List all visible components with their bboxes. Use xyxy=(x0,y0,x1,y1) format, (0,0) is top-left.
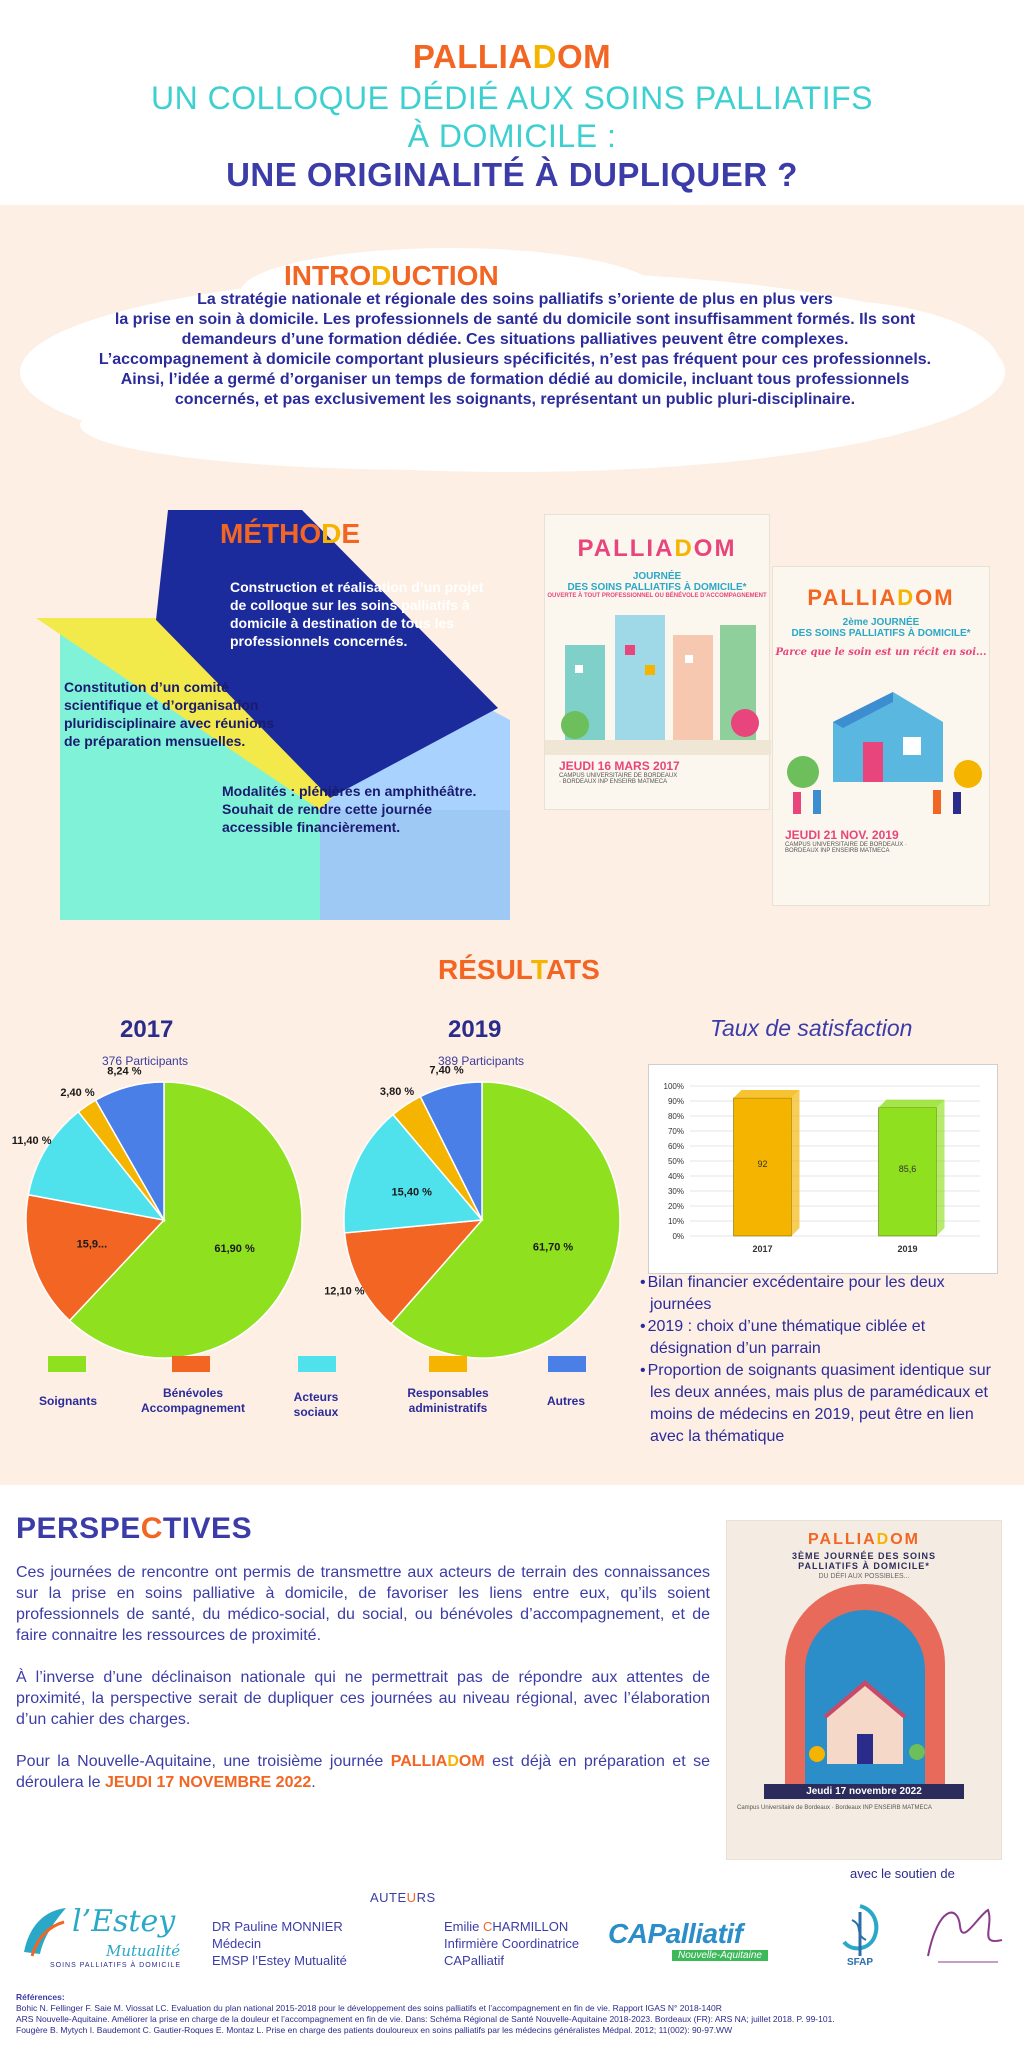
satisfaction-bar-chart xyxy=(648,1064,998,1274)
perspectives-brand: PALLIADOM xyxy=(390,1753,485,1770)
y-tick-label: 60% xyxy=(667,1142,684,1151)
references-heading: Références: xyxy=(16,1992,65,2002)
y-tick-label: 70% xyxy=(667,1127,684,1136)
author-2-org: CAPalliatif xyxy=(444,1953,504,1968)
pie-data-label: 15,9... xyxy=(76,1238,108,1251)
poster-2017-title: PALLIADOM xyxy=(577,535,737,562)
sfap-logo-name: SFAP xyxy=(846,1957,874,1968)
estey-logo-name: l’Estey xyxy=(72,1904,176,1939)
y-tick-label: 0% xyxy=(672,1232,684,1241)
poster-2017-sub2: DES SOINS PALLIATIFS À DOMICILE* xyxy=(567,582,747,593)
pie-legend xyxy=(0,1350,640,1430)
pie-data-label: 61,70 % xyxy=(532,1241,574,1254)
poster-2022-illustration xyxy=(727,1584,1003,1784)
y-tick-label: 50% xyxy=(667,1157,684,1166)
pie-data-label: 15,40 % xyxy=(391,1186,432,1199)
bar-data-label: 92 xyxy=(757,1159,768,1169)
bar-data-label: 85,6 xyxy=(898,1163,917,1174)
estey-logo-sub: Mutualité xyxy=(106,1942,181,1960)
poster-2019-date: JEUDI 21 NOV. 2019 xyxy=(785,828,899,842)
author-2-name: Emilie CHARMILLON xyxy=(444,1919,569,1934)
results-bullet: • 2019 : choix d’une thématique ciblée et désignation d’un parrain xyxy=(640,1316,1000,1360)
poster-2019-tagline: Parce que le soin est un récit en soi... xyxy=(775,647,987,658)
poster-2017-sub1: JOURNÉE xyxy=(632,571,682,582)
poster-question: UNE ORIGINALITÉ À DUPLIQUER ? xyxy=(226,156,798,193)
legend-swatch-autres xyxy=(548,1356,586,1372)
author-1-role: Médecin xyxy=(212,1936,262,1951)
pie-chart-2019 xyxy=(324,1064,634,1330)
results-bullets xyxy=(640,1272,1000,1448)
poster-2022-date: Jeudi 17 novembre 2022 xyxy=(764,1784,964,1799)
perspectives-paragraph: À l’inverse d’une déclinaison nationale qui ne permettrait pas de répondre aux attentes de proximité, la perspective serait de dupliquer ces journées au niveau régional, avec l’élaboration d’un cahier des charges. xyxy=(16,1669,710,1728)
author-2 xyxy=(444,1918,579,1969)
poster-2017-illustration xyxy=(545,605,771,755)
poster-subtitle-line1: UN COLLOQUE DÉDIÉ AUX SOINS PALLIATIFS xyxy=(151,80,873,116)
bar-side-2019 xyxy=(937,1100,945,1236)
perspectives-text xyxy=(16,1562,710,1814)
legend-swatch-soignants xyxy=(48,1356,86,1372)
palliaquitaine-logo xyxy=(918,1896,1008,1972)
legend-label-responsables: Responsables administratifs xyxy=(407,1386,489,1415)
poster-2017-place: CAMPUS UNIVERSITAIRE DE BORDEAUX · BORDEAUX INP ENSEIRB MATMECA xyxy=(559,773,678,785)
legend-swatch-responsables xyxy=(429,1356,467,1372)
reference-item: ARS Nouvelle-Aquitaine. Améliorer la prise en charge de la douleur et l’accompagnement en fin de vie. Dans: Schéma Régional de Santé Nouvelle-Aquitaine 2018-2023. Bordeaux (FR): ARS NA; juillet 2018. P. 99-101. xyxy=(16,2014,835,2024)
satisfaction-title: Taux de satisfaction xyxy=(710,1015,913,1041)
poster-2019-title: PALLIADOM xyxy=(807,585,955,610)
bar-top-2019 xyxy=(879,1100,945,1108)
perspectives-paragraph: Ces journées de rencontre ont permis de transmettre aux acteurs de terrain des connaissances sur la prise en soins palliative à domicile, de favoriser les liens entre eux, qu’ils soient professionnels de santé, du médico-social, du social, ou bénévoles d’accompagnement, et de faire connaitre les ressources de proximité. xyxy=(16,1564,710,1644)
poster-2022-thumbnail xyxy=(726,1520,1002,1860)
perspectives-paragraph: Pour la Nouvelle-Aquitaine, une troisième journée PALLIADOM est déjà en préparation et se déroulera le JEUDI 17 NOVEMBRE 2022. xyxy=(16,1753,711,1791)
method-step-committee: Constitution d’un comité scientifique et d’organisation pluridisciplinaire avec réunions de préparation mensuelles. xyxy=(64,679,275,749)
poster-2022-sub3: DU DÉFI AUX POSSIBLES... xyxy=(818,1573,910,1580)
y-tick-label: 20% xyxy=(667,1202,684,1211)
bar-side-2017 xyxy=(792,1090,800,1236)
y-tick-label: 10% xyxy=(667,1217,684,1226)
poster-2022-place: Campus Universitaire de Bordeaux · Bordeaux INP ENSEIRB MATMECA xyxy=(737,1805,932,1811)
poster-brand-title: PALLIADOM xyxy=(412,38,612,75)
references xyxy=(16,1992,1016,2036)
results-bullet: • Proportion de soignants quasiment identique sur les deux années, mais plus de paramédicaux et moins de médecins en 2019, peut être en lien avec la thématique xyxy=(640,1360,1000,1448)
pie-2019-year: 2019 xyxy=(448,1016,502,1043)
intro-line: concernés, et pas exclusivement les soignants, représentant un public pluri-disciplinaire. xyxy=(174,391,856,408)
sfap-logo-mark xyxy=(830,1902,890,1958)
y-tick-label: 40% xyxy=(667,1172,684,1181)
pie-chart-2017 xyxy=(11,1065,304,1330)
method-step-construction: Construction et réalisation d’un projet de colloque sur les soins palliatifs à domicile à destination de tous les professionnels concernés. xyxy=(230,579,484,649)
legend-label-autres: Autres xyxy=(546,1394,585,1408)
poster-2019-place: CAMPUS UNIVERSITAIRE DE BORDEAUX · BORDEAUX INP ENSEIRB MATMECA xyxy=(785,842,907,854)
author-1-org: EMSP l’Estey Mutualité xyxy=(212,1953,347,1968)
poster-2017-sub3: OUVERTE À TOUT PROFESSIONNEL OU BÉNÉVOLE D’ACCOMPAGNEMENT xyxy=(547,593,767,599)
legend-label-acteurs-sociaux: Acteurs sociaux xyxy=(293,1390,339,1419)
pie-2017-year: 2017 xyxy=(120,1016,174,1043)
poster-2019-illustration xyxy=(773,662,991,822)
pie-data-label: 61,90 % xyxy=(214,1242,255,1255)
x-tick-label: 2017 xyxy=(752,1244,773,1254)
reference-item: Bohic N. Fellinger F. Saie M. Viossat LC. Evaluation du plan national 2015-2018 pour le développement des soins palliatifs et l’accompagnement en fin de vie. Rapport IGAS N° 2018-140R xyxy=(16,2003,722,2013)
intro-line: la prise en soin à domicile. Les professionnels de santé du domicile sont insuffisamment formés. Ils sont xyxy=(114,311,916,328)
bar-top-2017 xyxy=(734,1090,800,1098)
y-tick-label: 80% xyxy=(667,1112,684,1121)
pie-data-label: 12,10 % xyxy=(324,1285,365,1298)
author-1-name: DR Pauline MONNIER xyxy=(212,1919,343,1934)
perspectives-title: PERSPECTIVES xyxy=(16,1512,253,1545)
legend-label-soignants: Soignants xyxy=(38,1394,97,1408)
perspectives-date: JEUDI 17 NOVEMBRE 2022 xyxy=(104,1774,312,1791)
pie-data-label: 8,24 % xyxy=(107,1065,142,1078)
x-tick-label: 2019 xyxy=(897,1244,918,1254)
author-1 xyxy=(212,1918,347,1969)
pie-data-label: 11,40 % xyxy=(11,1135,52,1148)
intro-line: demandeurs d’une formation dédiée. Ces situations palliatives peuvent être complexes. xyxy=(181,331,849,348)
y-tick-label: 30% xyxy=(667,1187,684,1196)
estey-logo-tagline: SOINS PALLIATIFS À DOMICILE xyxy=(50,1962,181,1969)
legend-label-benevoles: Bénévoles Accompagnement xyxy=(140,1386,246,1415)
method-step-modalities: Modalités : plénières en amphithéâtre. Souhait de rendre cette journée accessible financièrement. xyxy=(222,783,477,835)
capalliatif-logo-name: CAPalliatif xyxy=(608,1918,743,1949)
estey-logo xyxy=(14,1902,194,1976)
intro-title: INTRODUCTION xyxy=(284,260,499,291)
method-title: MÉTHODE xyxy=(220,518,361,549)
author-2-role: Infirmière Coordinatrice xyxy=(444,1936,580,1951)
authors-heading: AUTEURS xyxy=(370,1890,436,1905)
poster-2022-title: PALLIADOM xyxy=(808,1531,920,1548)
reference-item: Fougère B. Mytych I. Baudemont C. Gautier-Roques E. Montaz L. Prise en charge des patients douloureux en soins palliatifs par les médecins généralistes Médpal. 2012; 11(002): 90-97.WW xyxy=(16,2025,733,2035)
intro-line: L’accompagnement à domicile comportant plusieurs spécificités, n’est pas fréquent pour ces professionnels. xyxy=(98,351,932,368)
poster-2019-sub1: 2ème JOURNÉE xyxy=(842,617,920,628)
poster-subtitle-line2: À DOMICILE : xyxy=(407,118,617,154)
poster-2017-date: JEUDI 16 MARS 2017 xyxy=(559,759,680,773)
estey-logo-mark xyxy=(14,1902,74,1962)
results-title: RÉSULTATS xyxy=(438,954,600,985)
pie-data-label: 2,40 % xyxy=(60,1086,95,1099)
intro-line: Ainsi, l’idée a germé d’organiser un temps de formation dédié au domicile, incluant tous professionnels xyxy=(120,371,910,388)
y-tick-label: 90% xyxy=(667,1097,684,1106)
sfap-logo xyxy=(830,1902,890,1972)
pie-data-label: 7,40 % xyxy=(429,1064,464,1077)
legend-swatch-acteurs-sociaux xyxy=(298,1356,336,1372)
poster-2022-sub2: PALLIATIFS À DOMICILE* xyxy=(798,1561,930,1571)
y-tick-label: 100% xyxy=(663,1082,684,1091)
poster-2022-sub1: 3ÈME JOURNÉE DES SOINS xyxy=(791,1551,937,1561)
pie-2019-participants: 389 Participants xyxy=(438,1054,525,1068)
pie-2017-participants: 376 Participants xyxy=(102,1054,189,1068)
capalliatif-logo xyxy=(608,1918,768,1970)
support-label: avec le soutien de xyxy=(850,1866,955,1881)
intro-text xyxy=(40,290,990,410)
intro-line: La stratégie nationale et régionale des soins palliatifs s’oriente de plus en plus vers xyxy=(197,291,833,308)
poster-2017-thumbnail xyxy=(544,514,770,810)
pie-data-label: 3,80 % xyxy=(379,1085,415,1098)
results-bullet: • Bilan financier excédentaire pour les deux journées xyxy=(640,1272,1000,1316)
poster-2019-thumbnail xyxy=(772,566,990,906)
poster-2019-sub2: DES SOINS PALLIATIFS À DOMICILE* xyxy=(791,628,971,639)
capalliatif-logo-sub: Nouvelle-Aquitaine xyxy=(672,1950,768,1961)
legend-swatch-benevoles xyxy=(172,1356,210,1372)
